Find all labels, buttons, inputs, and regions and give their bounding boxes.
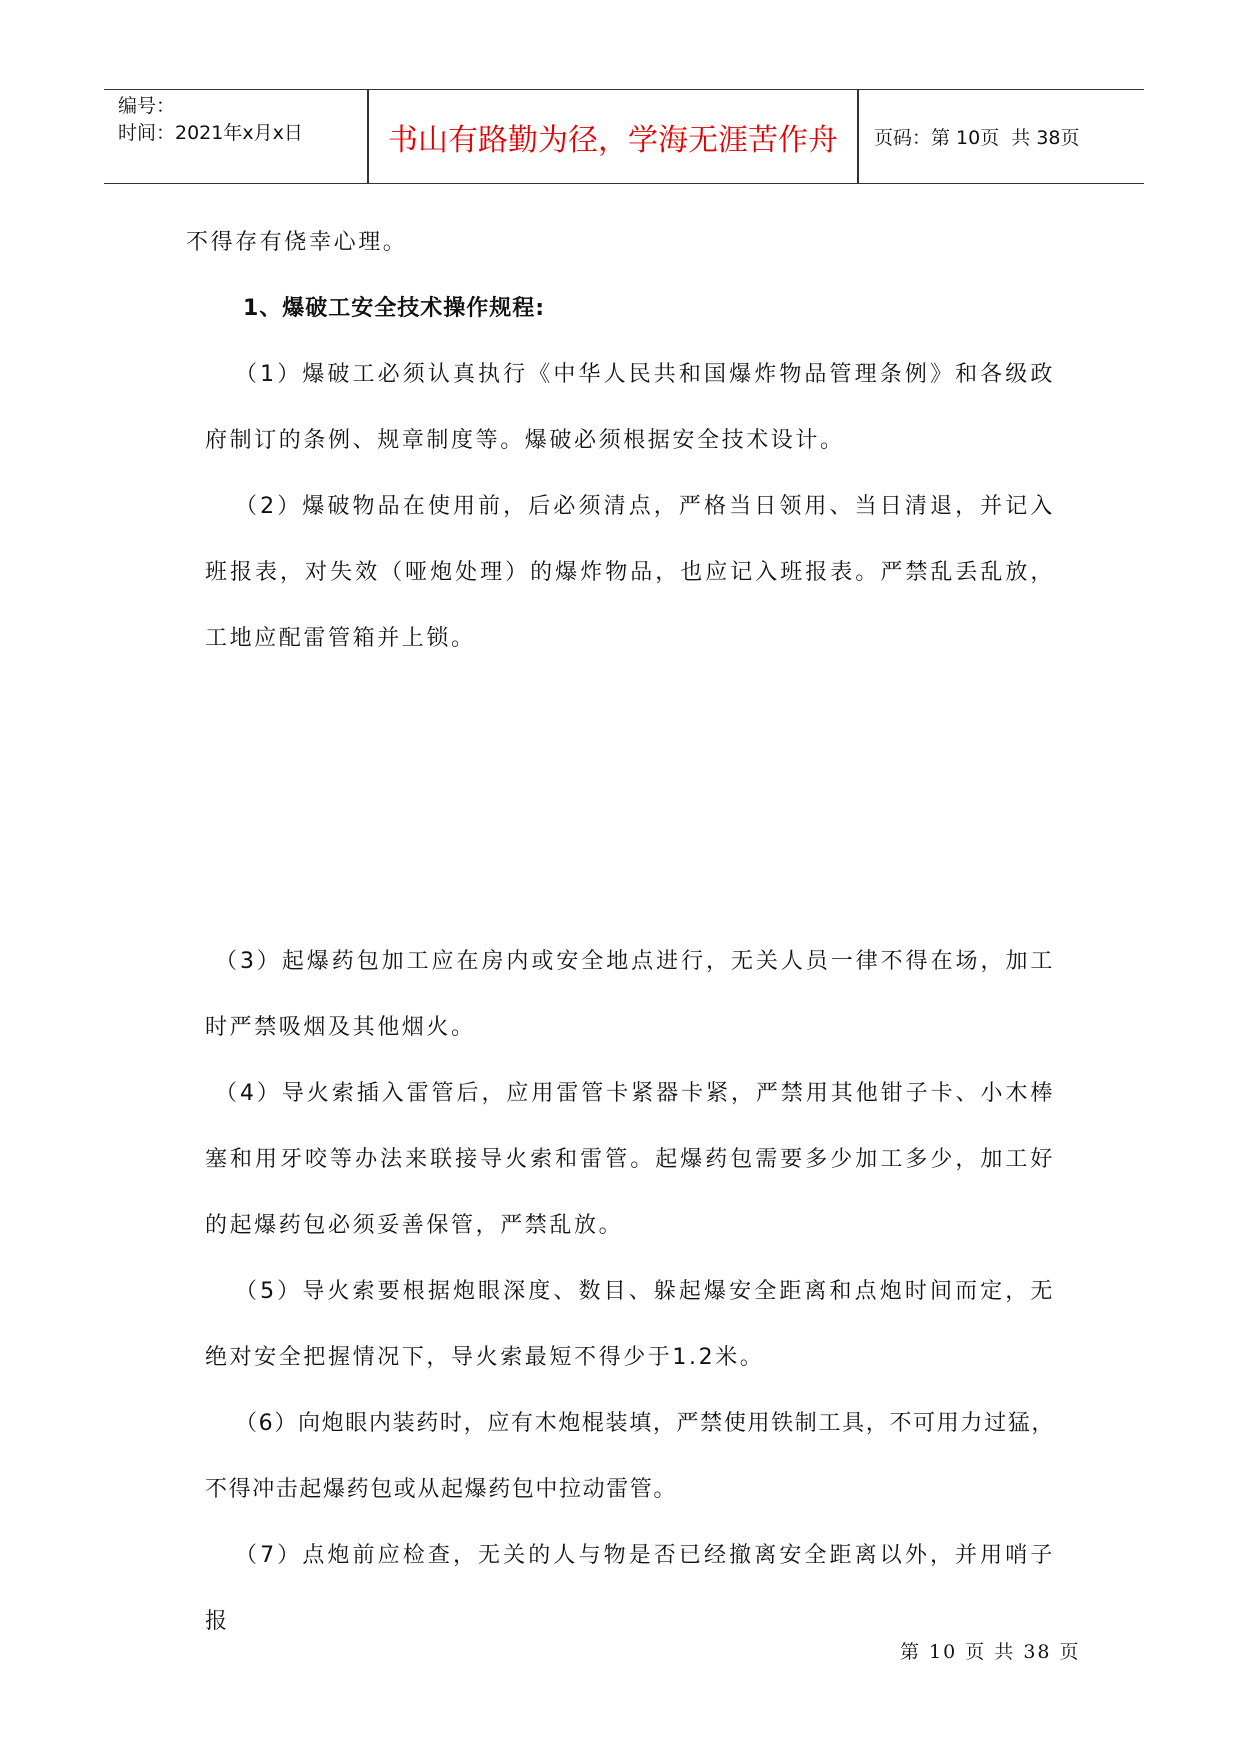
paragraph-rule-3: （3）起爆药包加工应在房内或安全地点进行，无关人员一律不得在场，加工时严禁吸烟及其他烟火。 xyxy=(205,949,1055,1040)
header-divider-left xyxy=(367,90,369,183)
paragraph-rule-4: （4）导火索插入雷管后，应用雷管卡紧器卡紧，严禁用其他钳子卡、小木棒塞和用牙咬等办法来联接导火索和雷管。起爆药包需要多少加工多少，加工好的起爆药包必须妥善保管，严禁乱放。 xyxy=(205,1081,1055,1238)
paragraph-rule-2: （2）爆破物品在使用前，后必须清点，严格当日领用、当日清退，并记入班报表，对失效（哑炮处理）的爆炸物品，也应记入班报表。严禁乱丢乱放，工地应配雷管箱并上锁。 xyxy=(205,494,1055,651)
paragraph-rule-1: （1）爆破工必须认真执行《中华人民共和国爆炸物品管理条例》和各级政府制订的条例、规章制度等。爆破必须根据安全技术设计。 xyxy=(205,362,1055,453)
header-motto: 书山有路勤为径，学海无涯苦作舟 xyxy=(388,122,838,158)
paragraph-intro: 不得存有侥幸心理。 xyxy=(186,230,408,255)
header-meta xyxy=(118,93,358,147)
paragraph-rule-5: （5）导火索要根据炮眼深度、数目、躲起爆安全距离和点炮时间而定，无绝对安全把握情况下，导火索最短不得少于1.2米。 xyxy=(205,1279,1055,1370)
page-header xyxy=(104,89,1144,184)
header-page-code: 页码：第 10页 共 38页 xyxy=(874,127,1080,149)
document-number-label: 编号： xyxy=(118,95,176,117)
header-divider-right xyxy=(857,90,859,183)
paragraph-rule-6: （6）向炮眼内装药时，应有木炮棍装填，严禁使用铁制工具，不可用力过猛，不得冲击起爆药包或从起爆药包中拉动雷管。 xyxy=(205,1411,1055,1502)
document-time: 时间：2021年x月x日 xyxy=(118,122,303,144)
page-footer: 第 10 页 共 38 页 xyxy=(900,1641,1081,1663)
section-heading: 1、爆破工安全技术操作规程: xyxy=(243,296,546,321)
paragraph-rule-7: （7）点炮前应检查，无关的人与物是否已经撤离安全距离以外，并用哨子报 xyxy=(205,1543,1055,1634)
